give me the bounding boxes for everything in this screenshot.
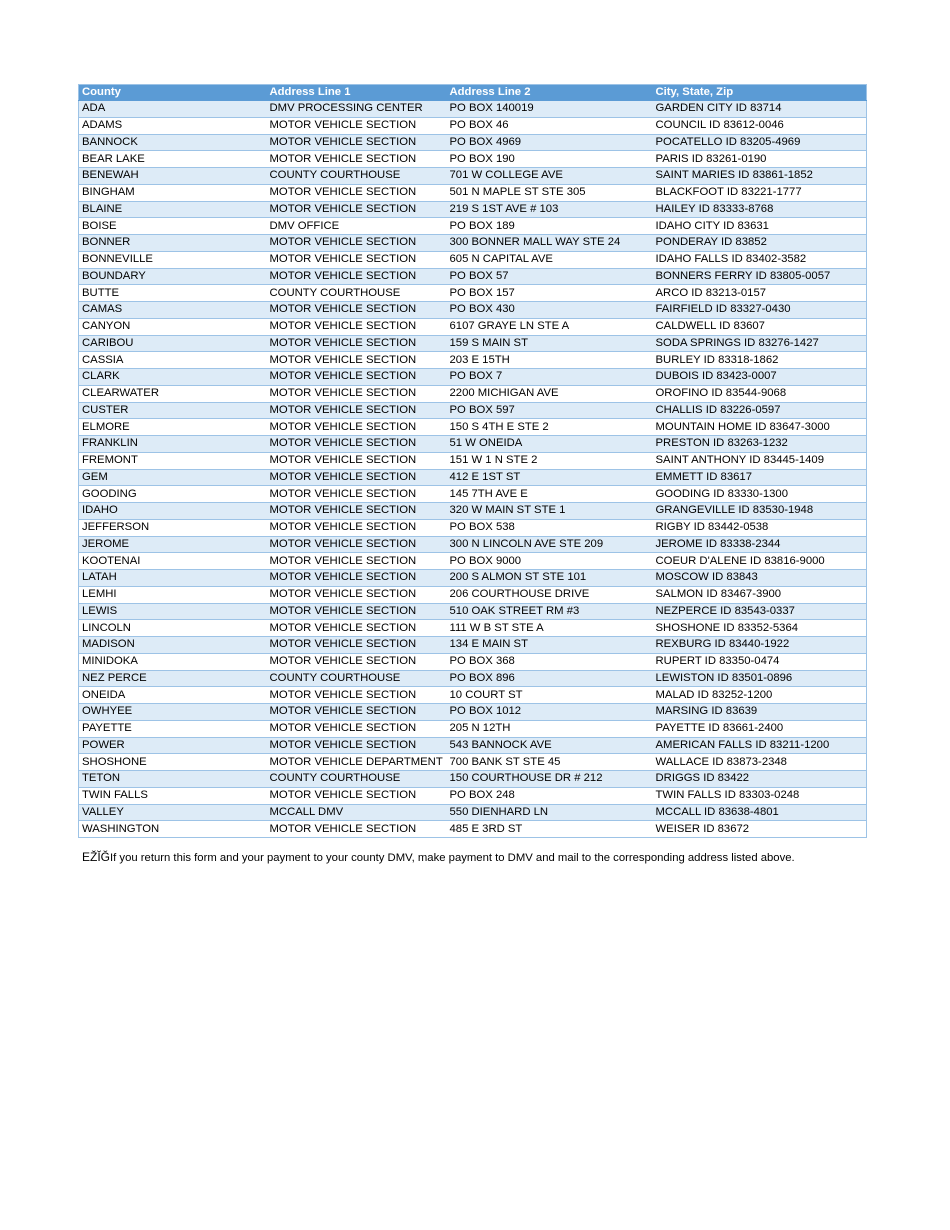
county-cell: ADA (79, 101, 267, 118)
table-row (79, 771, 867, 788)
county-cell: PAYETTE (79, 720, 267, 737)
address-line-1-cell: MOTOR VEHICLE SECTION (267, 787, 447, 804)
address-line-2-cell: 134 E MAIN ST (447, 637, 653, 654)
county-cell: POWER (79, 737, 267, 754)
county-cell: CUSTER (79, 402, 267, 419)
city-state-zip-cell: EMMETT ID 83617 (653, 469, 867, 486)
address-line-2-cell: 205 N 12TH (447, 720, 653, 737)
address-line-1-cell: MOTOR VEHICLE SECTION (267, 687, 447, 704)
address-line-1-cell: MOTOR VEHICLE SECTION (267, 519, 447, 536)
city-state-zip-cell: NEZPERCE ID 83543-0337 (653, 603, 867, 620)
address-line-1-cell: MOTOR VEHICLE SECTION (267, 720, 447, 737)
table-row (79, 302, 867, 319)
table-row (79, 737, 867, 754)
address-line-1-cell: MOTOR VEHICLE SECTION (267, 821, 447, 838)
table-row (79, 369, 867, 386)
county-cell: GEM (79, 469, 267, 486)
county-cell: LEMHI (79, 586, 267, 603)
table-row (79, 385, 867, 402)
address-line-1-cell: COUNTY COURTHOUSE (267, 168, 447, 185)
county-cell: LINCOLN (79, 620, 267, 637)
city-state-zip-cell: SHOSHONE ID 83352-5364 (653, 620, 867, 637)
address-line-2-cell: 150 S 4TH E STE 2 (447, 419, 653, 436)
city-state-zip-cell: SODA SPRINGS ID 83276-1427 (653, 335, 867, 352)
address-line-2-cell: PO BOX 7 (447, 369, 653, 386)
county-cell: CASSIA (79, 352, 267, 369)
address-line-2-cell: 6107 GRAYE LN STE A (447, 318, 653, 335)
address-line-1-cell: MOTOR VEHICLE SECTION (267, 385, 447, 402)
city-state-zip-cell: BLACKFOOT ID 83221-1777 (653, 184, 867, 201)
city-state-zip-cell: AMERICAN FALLS ID 83211-1200 (653, 737, 867, 754)
address-line-1-cell: DMV PROCESSING CENTER (267, 101, 447, 118)
city-state-zip-cell: SAINT ANTHONY ID 83445-1409 (653, 452, 867, 469)
address-line-2-cell: PO BOX 9000 (447, 553, 653, 570)
county-cell: TETON (79, 771, 267, 788)
city-state-zip-cell: OROFINO ID 83544-9068 (653, 385, 867, 402)
address-line-2-cell: 150 COURTHOUSE DR # 212 (447, 771, 653, 788)
address-line-1-cell: MOTOR VEHICLE SECTION (267, 151, 447, 168)
table-row (79, 519, 867, 536)
address-line-1-cell: COUNTY COURTHOUSE (267, 670, 447, 687)
table-row (79, 134, 867, 151)
county-cell: CANYON (79, 318, 267, 335)
address-line-2-cell: 543 BANNOCK AVE (447, 737, 653, 754)
city-state-zip-cell: TWIN FALLS ID 83303-0248 (653, 787, 867, 804)
city-state-zip-cell: WALLACE ID 83873-2348 (653, 754, 867, 771)
county-cell: BONNEVILLE (79, 251, 267, 268)
address-line-2-cell: 501 N MAPLE ST STE 305 (447, 184, 653, 201)
city-state-zip-cell: MARSING ID 83639 (653, 704, 867, 721)
address-line-1-cell: DMV OFFICE (267, 218, 447, 235)
table-row (79, 486, 867, 503)
city-state-zip-cell: GRANGEVILLE ID 83530-1948 (653, 503, 867, 520)
city-state-zip-cell: SALMON ID 83467-3900 (653, 586, 867, 603)
city-state-zip-cell: CALDWELL ID 83607 (653, 318, 867, 335)
city-state-zip-cell: DUBOIS ID 83423-0007 (653, 369, 867, 386)
county-cell: GOODING (79, 486, 267, 503)
table-row (79, 436, 867, 453)
county-cell: FRANKLIN (79, 436, 267, 453)
address-line-1-cell: COUNTY COURTHOUSE (267, 771, 447, 788)
address-line-1-cell: MOTOR VEHICLE SECTION (267, 586, 447, 603)
footnote-marker: EŽĬĞ (82, 850, 111, 864)
city-state-zip-cell: BURLEY ID 83318-1862 (653, 352, 867, 369)
address-line-1-cell: MOTOR VEHICLE DEPARTMENT (267, 754, 447, 771)
table-row (79, 184, 867, 201)
county-cell: SHOSHONE (79, 754, 267, 771)
address-line-1-cell: MOTOR VEHICLE SECTION (267, 737, 447, 754)
table-row (79, 452, 867, 469)
city-state-zip-cell: MCCALL ID 83638-4801 (653, 804, 867, 821)
address-line-1-cell: MOTOR VEHICLE SECTION (267, 436, 447, 453)
address-line-2-cell: PO BOX 157 (447, 285, 653, 302)
county-cell: BOISE (79, 218, 267, 235)
table-row (79, 603, 867, 620)
city-state-zip-cell: PONDERAY ID 83852 (653, 235, 867, 252)
county-cell: BLAINE (79, 201, 267, 218)
county-cell: MADISON (79, 637, 267, 654)
city-state-zip-cell: HAILEY ID 83333-8768 (653, 201, 867, 218)
county-cell: OWHYEE (79, 704, 267, 721)
table-row (79, 168, 867, 185)
city-state-zip-cell: DRIGGS ID 83422 (653, 771, 867, 788)
address-line-1-cell: MOTOR VEHICLE SECTION (267, 184, 447, 201)
table-row (79, 670, 867, 687)
city-state-zip-cell: MOUNTAIN HOME ID 83647-3000 (653, 419, 867, 436)
column-header-address-line-2: Address Line 2 (447, 85, 653, 101)
county-cell: BOUNDARY (79, 268, 267, 285)
address-line-2-cell: 605 N CAPITAL AVE (447, 251, 653, 268)
address-line-2-cell: PO BOX 368 (447, 653, 653, 670)
county-cell: JEFFERSON (79, 519, 267, 536)
city-state-zip-cell: BONNERS FERRY ID 83805-0057 (653, 268, 867, 285)
address-line-1-cell: MOTOR VEHICLE SECTION (267, 352, 447, 369)
county-cell: VALLEY (79, 804, 267, 821)
table-row (79, 352, 867, 369)
address-line-1-cell: MOTOR VEHICLE SECTION (267, 201, 447, 218)
city-state-zip-cell: LEWISTON ID 83501-0896 (653, 670, 867, 687)
address-line-1-cell: MOTOR VEHICLE SECTION (267, 570, 447, 587)
city-state-zip-cell: COEUR D'ALENE ID 83816-9000 (653, 553, 867, 570)
address-line-2-cell: 485 E 3RD ST (447, 821, 653, 838)
county-cell: MINIDOKA (79, 653, 267, 670)
county-cell: BONNER (79, 235, 267, 252)
city-state-zip-cell: IDAHO CITY ID 83631 (653, 218, 867, 235)
address-line-2-cell: 300 N LINCOLN AVE STE 209 (447, 536, 653, 553)
city-state-zip-cell: ARCO ID 83213-0157 (653, 285, 867, 302)
address-line-2-cell: PO BOX 57 (447, 268, 653, 285)
table-row (79, 285, 867, 302)
address-line-1-cell: MOTOR VEHICLE SECTION (267, 302, 447, 319)
address-line-2-cell: PO BOX 140019 (447, 101, 653, 118)
address-line-1-cell: MOTOR VEHICLE SECTION (267, 603, 447, 620)
table-row (79, 620, 867, 637)
address-line-2-cell: 219 S 1ST AVE # 103 (447, 201, 653, 218)
address-line-2-cell: 151 W 1 N STE 2 (447, 452, 653, 469)
table-row (79, 101, 867, 118)
column-header-city-state-zip: City, State, Zip (653, 85, 867, 101)
county-cell: BANNOCK (79, 134, 267, 151)
table-row (79, 218, 867, 235)
address-line-2-cell: PO BOX 1012 (447, 704, 653, 721)
table-row (79, 201, 867, 218)
county-cell: BEAR LAKE (79, 151, 267, 168)
city-state-zip-cell: PARIS ID 83261-0190 (653, 151, 867, 168)
address-line-2-cell: PO BOX 538 (447, 519, 653, 536)
county-cell: BENEWAH (79, 168, 267, 185)
county-cell: IDAHO (79, 503, 267, 520)
table-row (79, 402, 867, 419)
city-state-zip-cell: IDAHO FALLS ID 83402-3582 (653, 251, 867, 268)
table-body (79, 101, 867, 838)
address-line-1-cell: MOTOR VEHICLE SECTION (267, 335, 447, 352)
city-state-zip-cell: REXBURG ID 83440-1922 (653, 637, 867, 654)
table-row (79, 821, 867, 838)
address-line-2-cell: 51 W ONEIDA (447, 436, 653, 453)
address-line-1-cell: MOTOR VEHICLE SECTION (267, 503, 447, 520)
county-cell: LEWIS (79, 603, 267, 620)
address-line-2-cell: 412 E 1ST ST (447, 469, 653, 486)
column-header-address-line-1: Address Line 1 (267, 85, 447, 101)
county-cell: KOOTENAI (79, 553, 267, 570)
address-line-1-cell: MOTOR VEHICLE SECTION (267, 704, 447, 721)
county-cell: CAMAS (79, 302, 267, 319)
address-line-2-cell: PO BOX 597 (447, 402, 653, 419)
city-state-zip-cell: CHALLIS ID 83226-0597 (653, 402, 867, 419)
county-cell: ELMORE (79, 419, 267, 436)
city-state-zip-cell: POCATELLO ID 83205-4969 (653, 134, 867, 151)
address-line-1-cell: MOTOR VEHICLE SECTION (267, 134, 447, 151)
address-line-1-cell: MOTOR VEHICLE SECTION (267, 637, 447, 654)
address-line-2-cell: 206 COURTHOUSE DRIVE (447, 586, 653, 603)
address-line-2-cell: 111 W B ST STE A (447, 620, 653, 637)
address-line-2-cell: PO BOX 248 (447, 787, 653, 804)
address-line-1-cell: MCCALL DMV (267, 804, 447, 821)
county-cell: CLEARWATER (79, 385, 267, 402)
address-line-1-cell: MOTOR VEHICLE SECTION (267, 251, 447, 268)
county-cell: ONEIDA (79, 687, 267, 704)
address-line-2-cell: PO BOX 430 (447, 302, 653, 319)
address-line-1-cell: MOTOR VEHICLE SECTION (267, 369, 447, 386)
address-line-2-cell: PO BOX 896 (447, 670, 653, 687)
city-state-zip-cell: MALAD ID 83252-1200 (653, 687, 867, 704)
table-row (79, 117, 867, 134)
city-state-zip-cell: FAIRFIELD ID 83327-0430 (653, 302, 867, 319)
city-state-zip-cell: WEISER ID 83672 (653, 821, 867, 838)
county-cell: WASHINGTON (79, 821, 267, 838)
table-row (79, 151, 867, 168)
county-cell: ADAMS (79, 117, 267, 134)
table-row (79, 720, 867, 737)
column-header-county: County (79, 85, 267, 101)
table-row (79, 704, 867, 721)
address-line-2-cell: 145 7TH AVE E (447, 486, 653, 503)
address-line-1-cell: MOTOR VEHICLE SECTION (267, 553, 447, 570)
address-line-2-cell: 320 W MAIN ST STE 1 (447, 503, 653, 520)
table-row (79, 469, 867, 486)
address-line-1-cell: MOTOR VEHICLE SECTION (267, 402, 447, 419)
address-line-2-cell: 203 E 15TH (447, 352, 653, 369)
city-state-zip-cell: COUNCIL ID 83612-0046 (653, 117, 867, 134)
city-state-zip-cell: GARDEN CITY ID 83714 (653, 101, 867, 118)
county-cell: LATAH (79, 570, 267, 587)
county-cell: CLARK (79, 369, 267, 386)
address-line-2-cell: PO BOX 46 (447, 117, 653, 134)
footnote (82, 850, 882, 866)
city-state-zip-cell: SAINT MARIES ID 83861-1852 (653, 168, 867, 185)
county-cell: FREMONT (79, 452, 267, 469)
table-row (79, 687, 867, 704)
table-row (79, 536, 867, 553)
table-row (79, 503, 867, 520)
address-line-2-cell: 2200 MICHIGAN AVE (447, 385, 653, 402)
address-line-1-cell: MOTOR VEHICLE SECTION (267, 235, 447, 252)
table-row (79, 335, 867, 352)
address-line-1-cell: MOTOR VEHICLE SECTION (267, 452, 447, 469)
county-cell: JEROME (79, 536, 267, 553)
address-line-2-cell: 510 OAK STREET RM #3 (447, 603, 653, 620)
address-line-2-cell: PO BOX 189 (447, 218, 653, 235)
city-state-zip-cell: RUPERT ID 83350-0474 (653, 653, 867, 670)
address-line-1-cell: MOTOR VEHICLE SECTION (267, 469, 447, 486)
county-cell: BUTTE (79, 285, 267, 302)
address-line-1-cell: MOTOR VEHICLE SECTION (267, 318, 447, 335)
table-row (79, 637, 867, 654)
address-line-2-cell: 700 BANK ST STE 45 (447, 754, 653, 771)
address-line-1-cell: MOTOR VEHICLE SECTION (267, 536, 447, 553)
address-line-1-cell: MOTOR VEHICLE SECTION (267, 653, 447, 670)
address-line-2-cell: 701 W COLLEGE AVE (447, 168, 653, 185)
city-state-zip-cell: PAYETTE ID 83661-2400 (653, 720, 867, 737)
address-line-1-cell: MOTOR VEHICLE SECTION (267, 486, 447, 503)
table-row (79, 419, 867, 436)
city-state-zip-cell: MOSCOW ID 83843 (653, 570, 867, 587)
address-line-1-cell: MOTOR VEHICLE SECTION (267, 620, 447, 637)
table-row (79, 653, 867, 670)
address-line-1-cell: MOTOR VEHICLE SECTION (267, 419, 447, 436)
county-address-table (78, 84, 867, 838)
address-line-1-cell: MOTOR VEHICLE SECTION (267, 268, 447, 285)
city-state-zip-cell: PRESTON ID 83263-1232 (653, 436, 867, 453)
address-line-2-cell: 159 S MAIN ST (447, 335, 653, 352)
county-cell: BINGHAM (79, 184, 267, 201)
address-line-2-cell: 200 S ALMON ST STE 101 (447, 570, 653, 587)
address-line-2-cell: 300 BONNER MALL WAY STE 24 (447, 235, 653, 252)
address-line-2-cell: PO BOX 190 (447, 151, 653, 168)
address-line-1-cell: MOTOR VEHICLE SECTION (267, 117, 447, 134)
county-cell: CARIBOU (79, 335, 267, 352)
table-row (79, 804, 867, 821)
table-row (79, 754, 867, 771)
table-row (79, 787, 867, 804)
table-header-row (79, 85, 867, 101)
city-state-zip-cell: GOODING ID 83330-1300 (653, 486, 867, 503)
address-line-2-cell: 10 COURT ST (447, 687, 653, 704)
address-line-1-cell: COUNTY COURTHOUSE (267, 285, 447, 302)
table-row (79, 570, 867, 587)
address-line-2-cell: 550 DIENHARD LN (447, 804, 653, 821)
footnote-text: If you return this form and your payment to your county DMV, make payment to DMV and mail to the corresponding address listed above. (110, 852, 795, 864)
table-row (79, 586, 867, 603)
county-cell: NEZ PERCE (79, 670, 267, 687)
table-row (79, 235, 867, 252)
city-state-zip-cell: RIGBY ID 83442-0538 (653, 519, 867, 536)
table-row (79, 251, 867, 268)
city-state-zip-cell: JEROME ID 83338-2344 (653, 536, 867, 553)
table-row (79, 268, 867, 285)
address-line-2-cell: PO BOX 4969 (447, 134, 653, 151)
county-address-table-container (78, 84, 866, 838)
table-row (79, 553, 867, 570)
county-cell: TWIN FALLS (79, 787, 267, 804)
table-row (79, 318, 867, 335)
